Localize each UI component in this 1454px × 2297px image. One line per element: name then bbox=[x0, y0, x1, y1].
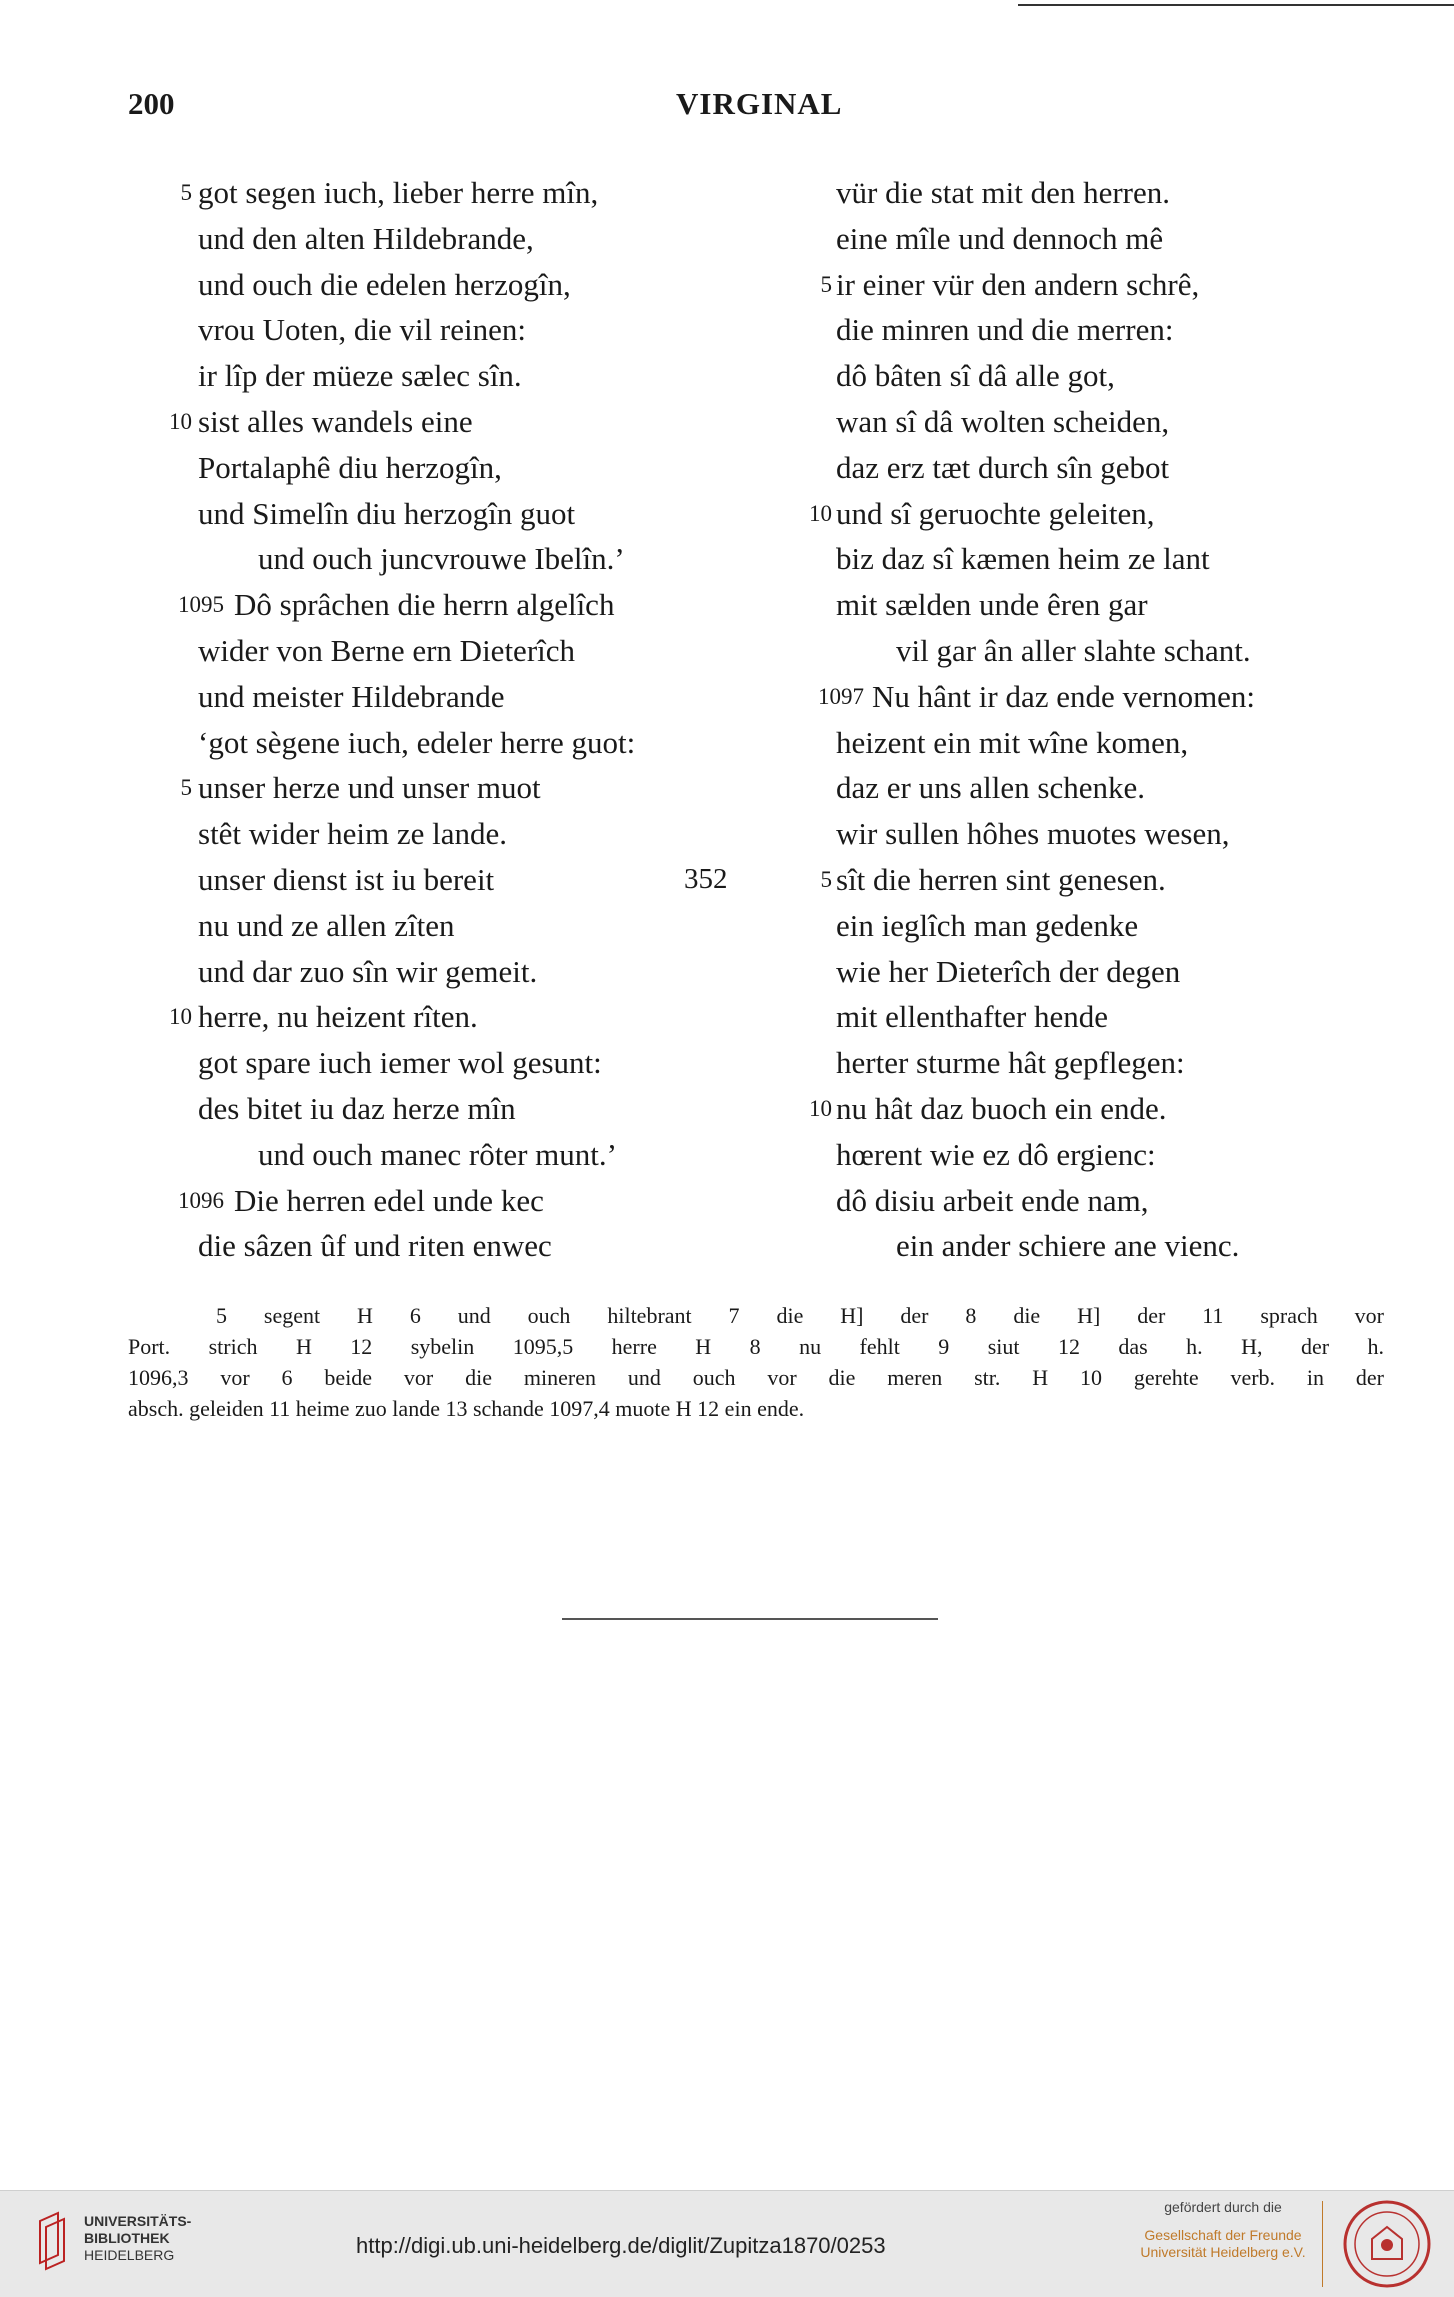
verse-line bbox=[768, 582, 1408, 628]
end-rule bbox=[562, 1618, 938, 1620]
verse-text: und ouch juncvrouwe Ibelîn.’ bbox=[258, 541, 625, 577]
verse-line bbox=[128, 1178, 768, 1224]
verse-line bbox=[128, 811, 768, 857]
sponsor-credit bbox=[1128, 2199, 1318, 2261]
library-name-line: BIBLIOTHEK bbox=[84, 2230, 170, 2246]
line-number: 5 bbox=[180, 180, 192, 205]
verse-line bbox=[768, 536, 1408, 582]
running-head: VIRGINAL bbox=[676, 86, 843, 121]
verse-line bbox=[128, 1223, 768, 1269]
verse-text: des bitet iu daz herze mîn bbox=[198, 1090, 516, 1126]
verse-line bbox=[128, 1086, 768, 1132]
line-number: 10 bbox=[809, 500, 832, 526]
line-number: 10 bbox=[809, 1095, 832, 1121]
verse-line bbox=[768, 857, 1408, 903]
verse-line bbox=[128, 170, 768, 216]
verse-line bbox=[128, 628, 768, 674]
stanza-number: 1095 bbox=[178, 592, 224, 618]
margin-page-number: 352 bbox=[684, 862, 728, 895]
verse-line bbox=[128, 857, 768, 903]
verse-text: got spare iuch iemer wol gesunt: bbox=[198, 1045, 602, 1081]
verse-line bbox=[768, 765, 1408, 811]
verse-text: eine mîle und dennoch mê bbox=[836, 220, 1164, 256]
verse-text: heizent ein mit wîne komen, bbox=[836, 724, 1189, 760]
verse-line bbox=[128, 1132, 768, 1178]
verse-text: die minren und die merren: bbox=[836, 312, 1174, 348]
library-name-line: HEIDELBERG bbox=[84, 2247, 175, 2263]
verse-text: Portalaphê diu herzogîn, bbox=[198, 449, 502, 485]
verse-text: nu und ze allen zîten bbox=[198, 907, 455, 943]
verse-line bbox=[128, 720, 768, 766]
verse-text: wan sî dâ wolten scheiden, bbox=[836, 403, 1170, 439]
verse-line bbox=[128, 994, 768, 1040]
verse-line bbox=[128, 674, 768, 720]
verse-text: unser herze und unser muot bbox=[198, 770, 541, 806]
verse-text: nu hât daz buoch ein ende. bbox=[836, 1090, 1167, 1126]
sponsor-intro: gefördert durch die bbox=[1164, 2199, 1282, 2215]
note-line: 5 segent H 6 und ouch hiltebrant 7 die H] der 8 die H] der 11 sprach vor bbox=[216, 1303, 1384, 1328]
verse-text: herter sturme hât gepflegen: bbox=[836, 1045, 1185, 1081]
verse-text: und ouch die edelen herzogîn, bbox=[198, 266, 571, 302]
verse-text: ein ieglîch man gedenke bbox=[836, 907, 1139, 943]
verse-line bbox=[768, 720, 1408, 766]
critical-apparatus bbox=[128, 1300, 1384, 1424]
footer-bar bbox=[0, 2190, 1454, 2297]
left-verse-column bbox=[128, 170, 768, 1269]
verse-line bbox=[768, 811, 1408, 857]
verse-text: vrou Uoten, die vil reinen: bbox=[198, 312, 526, 348]
university-seal-icon bbox=[1342, 2199, 1432, 2289]
verse-line bbox=[768, 216, 1408, 262]
verse-text: und dar zuo sîn wir gemeit. bbox=[198, 953, 538, 989]
verse-text: unser dienst ist iu bereit bbox=[198, 861, 495, 897]
verse-text: daz er uns allen schenke. bbox=[836, 770, 1146, 806]
verse-text: und meister Hildebrande bbox=[198, 678, 505, 714]
verse-line bbox=[128, 399, 768, 445]
verse-text: und den alten Hildebrande, bbox=[198, 220, 534, 256]
verse-line bbox=[768, 903, 1408, 949]
verse-line bbox=[768, 1223, 1408, 1269]
verse-text: got segen iuch, lieber herre mîn, bbox=[198, 175, 599, 210]
verse-line bbox=[768, 674, 1408, 720]
library-name-line: UNIVERSITÄTS- bbox=[84, 2213, 192, 2229]
note-line: 1096,3 vor 6 beide vor die mineren und ouch vor die meren str. H 10 gerehte verb. in der bbox=[128, 1365, 1384, 1390]
verse-line bbox=[768, 1040, 1408, 1086]
verse-text: vür die stat mit den herren. bbox=[836, 175, 1171, 210]
verse-text: die sâzen ûf und riten enwec bbox=[198, 1228, 552, 1264]
line-number: 10 bbox=[169, 408, 192, 434]
verse-line bbox=[768, 1178, 1408, 1224]
verse-text: biz daz sî kæmen heim ze lant bbox=[836, 541, 1210, 577]
line-number: 5 bbox=[820, 866, 832, 892]
verse-text: wie her Dieterîch der degen bbox=[836, 953, 1181, 989]
verse-line bbox=[128, 536, 768, 582]
verse-line bbox=[768, 399, 1408, 445]
verse-text: Nu hânt ir daz ende vernomen: bbox=[872, 678, 1256, 714]
verse-text: hœrent wie ez dô ergienc: bbox=[836, 1136, 1156, 1172]
sponsor-name-line: Gesellschaft der Freunde bbox=[1144, 2227, 1302, 2243]
verse-text: und sî geruochte geleiten, bbox=[836, 495, 1155, 531]
verse-text: dô disiu arbeit ende nam, bbox=[836, 1182, 1149, 1218]
verse-line bbox=[768, 170, 1408, 216]
verse-text: Dô sprâchen die herrn algelîch bbox=[234, 587, 615, 623]
verse-line bbox=[768, 994, 1408, 1040]
verse-line bbox=[128, 216, 768, 262]
verse-line bbox=[128, 491, 768, 537]
note-line: absch. geleiden 11 heime zuo lande 13 schande 1097,4 muote H 12 ein ende. bbox=[128, 1396, 805, 1421]
verse-line bbox=[768, 949, 1408, 995]
permalink-url[interactable]: http://digi.ub.uni-heidelberg.de/diglit/Zupitza1870/0253 bbox=[356, 2233, 886, 2258]
top-rule bbox=[1018, 4, 1454, 6]
verse-text: und Simelîn diu herzogîn guot bbox=[198, 495, 576, 531]
verse-text: stêt wider heim ze lande. bbox=[198, 816, 508, 852]
verse-line bbox=[768, 307, 1408, 353]
verse-line bbox=[768, 353, 1408, 399]
verse-text: und ouch manec rôter munt.’ bbox=[258, 1136, 617, 1172]
line-number: 10 bbox=[169, 1004, 192, 1030]
verse-text: wider von Berne ern Dieterîch bbox=[198, 632, 576, 668]
sponsor-divider bbox=[1322, 2201, 1323, 2287]
verse-line bbox=[768, 1132, 1408, 1178]
verse-line bbox=[768, 491, 1408, 537]
verse-text: ein ander schiere ane vienc. bbox=[896, 1228, 1240, 1264]
verse-line bbox=[128, 262, 768, 308]
line-number: 5 bbox=[820, 271, 832, 297]
library-name bbox=[84, 2213, 191, 2264]
verse-text: Die herren edel unde kec bbox=[234, 1182, 544, 1218]
verse-text: daz erz tæt durch sîn gebot bbox=[836, 449, 1170, 485]
verse-text: ir einer vür den andern schrê, bbox=[836, 266, 1200, 302]
stanza-number: 1096 bbox=[178, 1187, 224, 1213]
verse-line bbox=[768, 1086, 1408, 1132]
stanza-number: 1097 bbox=[818, 683, 864, 709]
verse-line bbox=[128, 903, 768, 949]
page-number: 200 bbox=[128, 86, 175, 121]
line-number: 5 bbox=[180, 775, 192, 801]
verse-line bbox=[128, 949, 768, 995]
note-line: Port. strich H 12 sybelin 1095,5 herre H 8 nu fehlt 9 siut 12 das h. H, der h. bbox=[128, 1334, 1384, 1359]
verse-line bbox=[768, 445, 1408, 491]
verse-text: ‘got sègene iuch, edeler herre guot: bbox=[198, 724, 636, 760]
verse-text: ir lîp der müeze sælec sîn. bbox=[198, 358, 522, 394]
verse-line bbox=[128, 765, 768, 811]
verse-line bbox=[768, 262, 1408, 308]
sponsor-name-line: Universität Heidelberg e.V. bbox=[1140, 2244, 1306, 2260]
verse-text: mit ellenthafter hende bbox=[836, 999, 1108, 1035]
right-verse-column bbox=[768, 170, 1408, 1269]
verse-text: mit sælden unde êren gar bbox=[836, 587, 1148, 623]
verse-line bbox=[768, 628, 1408, 674]
verse-text: dô bâten sî dâ alle got, bbox=[836, 358, 1115, 394]
ub-heidelberg-logo-icon bbox=[36, 2211, 70, 2273]
verse-line bbox=[128, 353, 768, 399]
verse-line bbox=[128, 307, 768, 353]
verse-line bbox=[128, 1040, 768, 1086]
verse-text: sist alles wandels eine bbox=[198, 403, 473, 439]
verse-text: wir sullen hôhes muotes wesen, bbox=[836, 816, 1230, 852]
verse-line bbox=[128, 445, 768, 491]
verse-text: sît die herren sint genesen. bbox=[836, 861, 1166, 897]
verse-text: vil gar ân aller slahte schant. bbox=[896, 632, 1251, 668]
verse-text: herre, nu heizent rîten. bbox=[198, 999, 478, 1035]
verse-line bbox=[128, 582, 768, 628]
